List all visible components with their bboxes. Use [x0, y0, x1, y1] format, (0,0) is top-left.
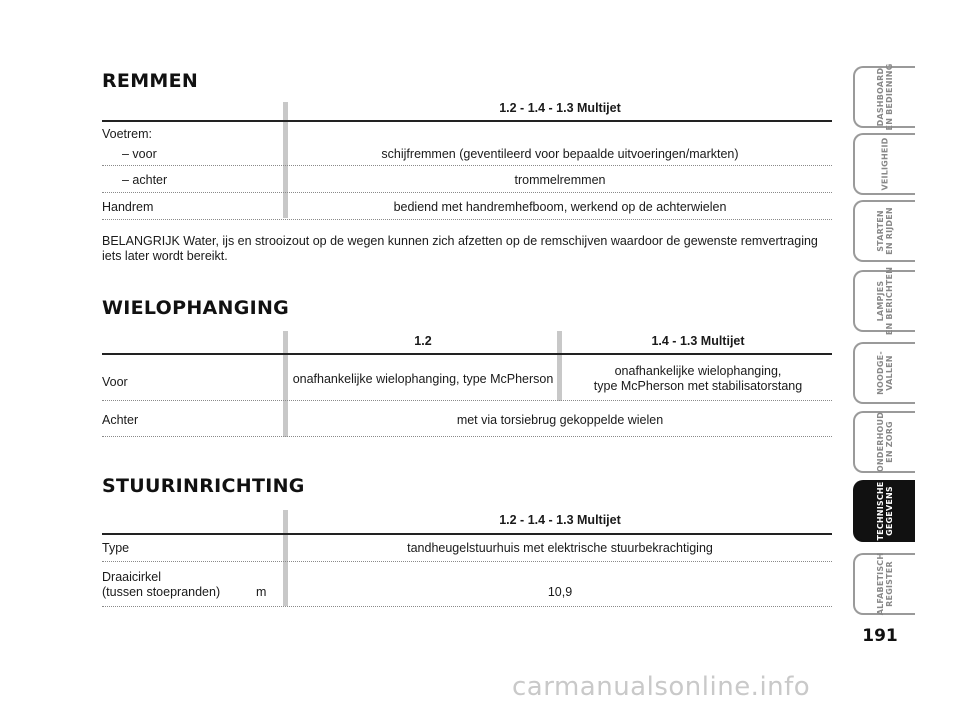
tab-index[interactable]	[853, 553, 915, 615]
row-divider	[102, 606, 832, 607]
row-divider	[102, 192, 832, 193]
tab-technical-data[interactable]	[853, 480, 915, 542]
steering-circle-label-line1: Draaicirkel	[102, 570, 162, 584]
brakes-row-value: schijfremmen (geventileerd voor bepaalde uitvoeringen/markten)	[381, 147, 739, 161]
brakes-row-value: bediend met handremhefboom, werkend op de achterwielen	[393, 200, 727, 214]
steering-type-label: Type	[102, 541, 130, 555]
tab-label: ONDERHOUD EN ZORG	[876, 411, 894, 473]
header-rule	[102, 533, 832, 535]
tab-label: STARTEN EN RIJDEN	[876, 207, 894, 255]
tab-label: ALFABETISCH REGISTER	[876, 552, 894, 616]
row-divider	[102, 165, 832, 166]
brakes-title: REMMEN	[102, 70, 199, 92]
suspension-front-col2-line2: type McPherson met stabilisatorstang	[593, 379, 803, 393]
tab-label: VEILIGHEID	[880, 137, 890, 191]
tab-starting-driving[interactable]	[853, 200, 915, 262]
steering-circle-value: 10,9	[547, 585, 573, 599]
suspension-rear-value: met via torsiebrug gekoppelde wielen	[456, 413, 664, 427]
column-separator	[557, 331, 562, 401]
suspension-title: WIELOPHANGING	[102, 297, 290, 319]
steering-circle-label-line2: (tussen stoepranden)	[102, 585, 221, 599]
header-rule	[102, 120, 832, 122]
tab-dashboard[interactable]	[853, 63, 915, 131]
suspension-front-col1: onafhankelijke wielophanging, type McPherson	[292, 372, 554, 386]
suspension-col1-header: 1.2	[414, 334, 432, 348]
brakes-row-value: trommelremmen	[514, 173, 606, 187]
tab-safety[interactable]	[853, 133, 915, 195]
watermark: carmanualsonline.info	[512, 672, 811, 702]
column-separator	[283, 510, 288, 606]
tab-label: LAMPJES EN BERICHTEN	[876, 266, 894, 336]
row-divider	[102, 436, 832, 437]
brakes-row-label: Handrem	[102, 200, 154, 214]
steering-type-value: tandheugelstuurhuis met elektrische stuurbekrachtiging	[407, 541, 713, 555]
steering-title: STUURINRICHTING	[102, 475, 305, 497]
suspension-front-col2-line1: onafhankelijke wielophanging,	[614, 364, 782, 378]
row-divider	[102, 219, 832, 220]
steering-circle-unit: m	[256, 585, 267, 599]
steering-column-header: 1.2 - 1.4 - 1.3 Multijet	[499, 513, 621, 527]
suspension-rear-label: Achter	[102, 413, 139, 427]
brakes-row-label: – voor	[122, 147, 157, 161]
suspension-col2-header: 1.4 - 1.3 Multijet	[651, 334, 745, 348]
header-rule	[102, 353, 832, 355]
tab-maintenance[interactable]	[853, 411, 915, 473]
tab-label: NOODGE- VALLEN	[876, 351, 894, 395]
brakes-row-label: – achter	[122, 173, 168, 187]
brakes-column-header: 1.2 - 1.4 - 1.3 Multijet	[499, 101, 621, 115]
tab-warning-lights[interactable]	[853, 266, 915, 336]
row-divider	[102, 561, 832, 562]
tab-emergency[interactable]	[853, 342, 915, 404]
row-divider	[102, 400, 832, 401]
tab-label: TECHNISCHE GEGEVENS	[876, 481, 894, 541]
brakes-note: BELANGRIJK Water, ijs en strooizout op de wegen kunnen zich afzetten op de remschijven waardoor de gewenste remvertraging iets later wordt bereikt.	[102, 234, 818, 263]
suspension-front-label: Voor	[102, 375, 128, 389]
page-number: 191	[862, 626, 898, 646]
brakes-row-label: Voetrem:	[102, 127, 153, 141]
tab-label: DASHBOARD EN BEDIENING	[876, 63, 894, 131]
